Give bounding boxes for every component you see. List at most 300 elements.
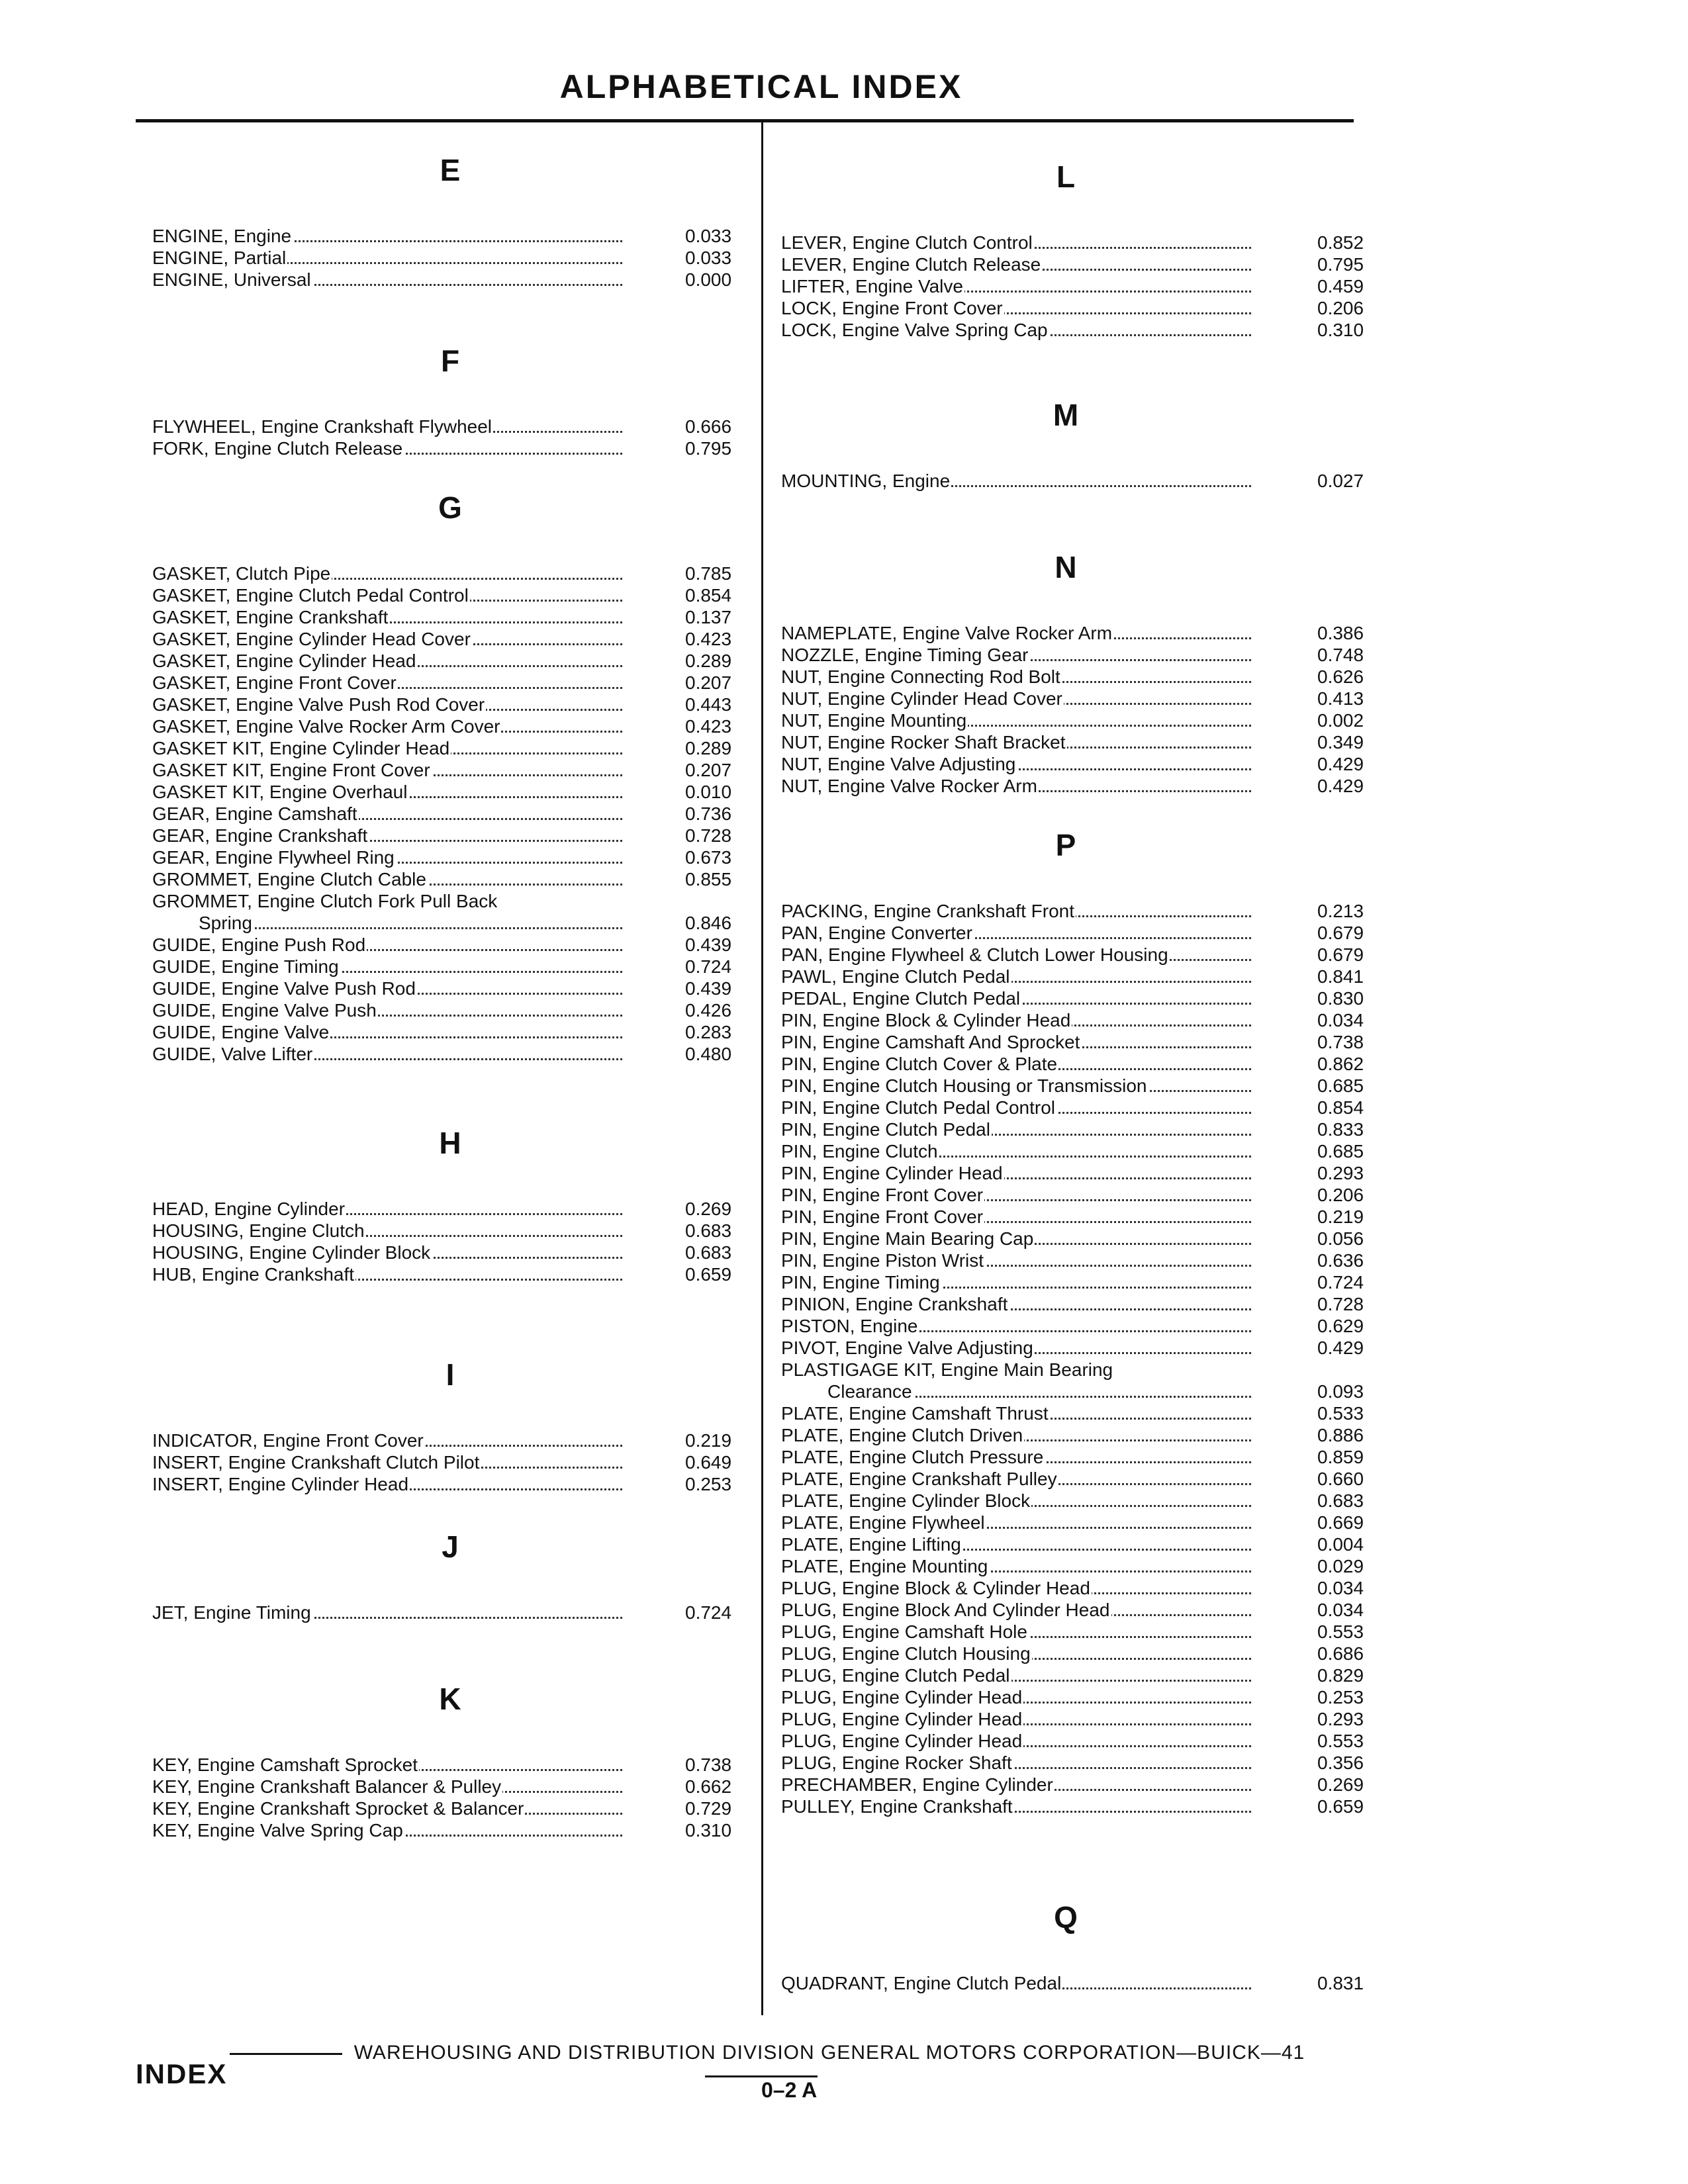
- entry-label: [781, 1053, 1251, 1075]
- entry-page-number: 0.833: [1317, 1119, 1364, 1140]
- index-entry: [152, 1602, 748, 1623]
- index-entry: [152, 563, 748, 584]
- entry-text: PLUG, Engine Clutch Pedal: [781, 1665, 1010, 1686]
- entry-page-number: 0.429: [1317, 754, 1364, 774]
- footer-dash-left: [230, 2053, 342, 2055]
- entry-text: GASKET KIT, Engine Overhaul: [152, 782, 408, 802]
- entry-label: [152, 1451, 622, 1473]
- index-entry: [781, 232, 1377, 253]
- entry-label: [152, 715, 622, 737]
- index-entry: [781, 1402, 1377, 1424]
- entry-text: PLATE, Engine Lifting: [781, 1534, 961, 1555]
- entry-label: [781, 1424, 1251, 1446]
- index-entry: [781, 1031, 1377, 1053]
- entry-text: PLUG, Engine Clutch Housing: [781, 1643, 1031, 1664]
- entry-text: GASKET KIT, Engine Front Cover: [152, 760, 430, 780]
- index-entry: [152, 999, 748, 1021]
- entry-page-number: 0.426: [685, 1000, 732, 1021]
- section-letter: K: [439, 1682, 461, 1716]
- entry-page-number: 0.636: [1317, 1250, 1364, 1271]
- entry-label: [152, 1776, 622, 1797]
- entry-page-number: 0.659: [1317, 1796, 1364, 1817]
- entry-label: [781, 1577, 1251, 1599]
- entry-label: [781, 622, 1251, 644]
- entry-label: [781, 1643, 1251, 1664]
- entry-page-number: 0.724: [1317, 1272, 1364, 1293]
- entry-page-number: 0.660: [1317, 1469, 1364, 1489]
- index-entry: [152, 912, 748, 934]
- entry-page-number: 0.795: [685, 438, 732, 459]
- entry-list: [781, 1972, 1377, 1994]
- index-entry: [152, 225, 748, 247]
- entry-text: NUT, Engine Valve Adjusting: [781, 754, 1016, 774]
- entry-label: [152, 1021, 622, 1043]
- section-letter: J: [442, 1529, 459, 1564]
- index-entry: [152, 890, 748, 912]
- entry-page-number: 0.219: [685, 1430, 732, 1451]
- entry-label: [781, 1512, 1251, 1533]
- entry-label: [152, 956, 622, 978]
- index-entry: [781, 1250, 1377, 1271]
- index-entry: [152, 606, 748, 628]
- entry-label: [781, 232, 1251, 253]
- entry-text: FLYWHEEL, Engine Crankshaft Flywheel: [152, 416, 492, 437]
- entry-page-number: 0.137: [685, 607, 732, 627]
- entry-page-number: 0.852: [1317, 232, 1364, 253]
- entry-page-number: 0.748: [1317, 645, 1364, 665]
- entry-page-number: 0.443: [685, 694, 732, 715]
- entry-page-number: 0.283: [685, 1022, 732, 1042]
- section-letter: F: [440, 343, 460, 378]
- entry-label: [781, 753, 1251, 775]
- entry-label: [781, 944, 1251, 966]
- entry-label: [781, 900, 1251, 922]
- entry-page-number: 0.666: [685, 416, 732, 437]
- entry-page-number: 0.293: [1317, 1163, 1364, 1183]
- index-entry: [781, 1359, 1377, 1381]
- entry-label: [152, 1198, 622, 1220]
- entry-text: GASKET, Engine Cylinder Head Cover: [152, 629, 471, 649]
- entry-page-number: 0.736: [685, 803, 732, 824]
- entry-page-number: 0.439: [685, 978, 732, 999]
- entry-text: GASKET, Engine Front Cover: [152, 672, 397, 693]
- entry-page-number: 0.533: [1317, 1403, 1364, 1424]
- entry-page-number: 0.669: [1317, 1512, 1364, 1533]
- index-entry: [781, 644, 1377, 666]
- entry-page-number: 0.423: [685, 716, 732, 737]
- entry-label: [152, 868, 622, 890]
- entry-page-number: 0.207: [685, 760, 732, 780]
- entry-text: NOZZLE, Engine Timing Gear: [781, 645, 1029, 665]
- entry-text: NUT, Engine Valve Rocker Arm: [781, 776, 1037, 796]
- index-entry: [781, 1972, 1377, 1994]
- index-entry: [781, 1184, 1377, 1206]
- entry-text: KEY, Engine Crankshaft Sprocket & Balancer: [152, 1798, 524, 1819]
- entry-text: GROMMET, Engine Clutch Cable: [152, 869, 426, 889]
- entry-text: GASKET, Engine Clutch Pedal Control: [152, 585, 469, 606]
- index-entry: [152, 1776, 748, 1797]
- entry-page-number: 0.356: [1317, 1752, 1364, 1773]
- entry-label: [152, 1430, 622, 1451]
- entry-page-number: 0.034: [1317, 1600, 1364, 1620]
- entry-text: ENGINE, Engine: [152, 226, 292, 246]
- entry-text: HUB, Engine Crankshaft: [152, 1264, 355, 1285]
- entry-text: PLUG, Engine Cylinder Head: [781, 1709, 1023, 1729]
- index-entry: [152, 1043, 748, 1065]
- entry-label: [152, 825, 622, 846]
- entry-text: GEAR, Engine Crankshaft: [152, 825, 368, 846]
- index-entry: [152, 846, 748, 868]
- entry-page-number: 0.000: [685, 269, 732, 290]
- index-entry: [781, 1381, 1377, 1402]
- index-entry: [781, 775, 1377, 797]
- entry-label: [152, 1263, 622, 1285]
- entry-label: [152, 1797, 622, 1819]
- entry-text: PIN, Engine Clutch Housing or Transmission: [781, 1075, 1147, 1096]
- entry-text: GUIDE, Engine Timing: [152, 956, 339, 977]
- entry-label: [152, 912, 622, 934]
- entry-text: GUIDE, Valve Lifter: [152, 1044, 313, 1064]
- entry-label: [152, 437, 622, 459]
- entry-text: INSERT, Engine Cylinder Head: [152, 1474, 409, 1494]
- entry-page-number: 0.673: [685, 847, 732, 868]
- index-entry: [781, 253, 1377, 275]
- entry-label: [152, 737, 622, 759]
- index-entry: [152, 1819, 748, 1841]
- index-entry: [781, 1315, 1377, 1337]
- section-letter: E: [440, 153, 461, 187]
- entry-page-number: 0.293: [1317, 1709, 1364, 1729]
- entry-label: [152, 978, 622, 999]
- entry-page-number: 0.846: [685, 913, 732, 933]
- entry-page-number: 0.423: [685, 629, 732, 649]
- entry-page-number: 0.310: [685, 1820, 732, 1841]
- section-letter: L: [1056, 159, 1076, 194]
- entry-page-number: 0.830: [1317, 988, 1364, 1009]
- entry-label: [152, 1754, 622, 1776]
- index-entry: [152, 715, 748, 737]
- entry-text: PIN, Engine Front Cover: [781, 1206, 984, 1227]
- index-entry: [781, 622, 1377, 644]
- entry-label: [781, 275, 1251, 297]
- entry-text: INSERT, Engine Crankshaft Clutch Pilot: [152, 1452, 480, 1473]
- index-entry: [152, 1242, 748, 1263]
- entry-label: [152, 759, 622, 781]
- entry-page-number: 0.269: [685, 1199, 732, 1219]
- entry-page-number: 0.795: [1317, 254, 1364, 275]
- entry-label: [152, 1242, 622, 1263]
- entry-text: GROMMET, Engine Clutch Fork Pull Back: [152, 891, 498, 911]
- entry-page-number: 0.728: [1317, 1294, 1364, 1314]
- entry-label: [781, 922, 1251, 944]
- entry-list: [781, 232, 1377, 341]
- entry-label: [781, 1140, 1251, 1162]
- entry-text: GEAR, Engine Flywheel Ring: [152, 847, 395, 868]
- entry-text: PAN, Engine Flywheel & Clutch Lower Housing: [781, 944, 1168, 965]
- entry-label: [781, 1118, 1251, 1140]
- entry-page-number: 0.728: [685, 825, 732, 846]
- index-entry: [781, 1468, 1377, 1490]
- entry-page-number: 0.033: [685, 248, 732, 268]
- section-letter: H: [439, 1126, 461, 1160]
- entry-page-number: 0.729: [685, 1798, 732, 1819]
- entry-list: [781, 622, 1377, 797]
- entry-text: PLUG, Engine Block And Cylinder Head: [781, 1600, 1110, 1620]
- entry-label: [781, 1097, 1251, 1118]
- entry-text: PLUG, Engine Rocker Shaft: [781, 1752, 1012, 1773]
- entry-page-number: 0.855: [685, 869, 732, 889]
- entry-page-number: 0.386: [1317, 623, 1364, 643]
- entry-label: [152, 1819, 622, 1841]
- entry-label: [781, 1009, 1251, 1031]
- index-entry: [152, 868, 748, 890]
- entry-label: [781, 1075, 1251, 1097]
- entry-label: [781, 966, 1251, 987]
- entry-page-number: 0.629: [1317, 1316, 1364, 1336]
- entry-page-number: 0.034: [1317, 1010, 1364, 1030]
- entry-label: [781, 688, 1251, 709]
- entry-label: [152, 672, 622, 694]
- entry-label: [781, 1555, 1251, 1577]
- entry-text: PIN, Engine Camshaft And Sprocket: [781, 1032, 1080, 1052]
- entry-text: PLUG, Engine Block & Cylinder Head: [781, 1578, 1090, 1598]
- entry-label: [781, 987, 1251, 1009]
- entry-page-number: 0.738: [685, 1754, 732, 1775]
- entry-label: [781, 1752, 1251, 1774]
- entry-text: PULLEY, Engine Crankshaft: [781, 1796, 1013, 1817]
- entry-label: [781, 1972, 1251, 1994]
- entry-label: [152, 1220, 622, 1242]
- entry-text: KEY, Engine Crankshaft Balancer & Pulley: [152, 1776, 502, 1797]
- entry-label: [781, 644, 1251, 666]
- entry-page-number: 0.886: [1317, 1425, 1364, 1445]
- index-entry: [152, 803, 748, 825]
- entry-text: NUT, Engine Rocker Shaft Bracket: [781, 732, 1066, 752]
- entry-page-number: 0.831: [1317, 1973, 1364, 1993]
- entry-label: [781, 1621, 1251, 1643]
- entry-label: [781, 775, 1251, 797]
- entry-page-number: 0.349: [1317, 732, 1364, 752]
- index-entry: [152, 416, 748, 437]
- page-title: ALPHABETICAL INDEX: [559, 68, 963, 105]
- entry-list: [781, 470, 1377, 492]
- index-entry: [781, 1577, 1377, 1599]
- index-entry: [781, 1424, 1377, 1446]
- index-entry: [152, 269, 748, 291]
- entry-label: [781, 1708, 1251, 1730]
- entry-text: FORK, Engine Clutch Release: [152, 438, 403, 459]
- entry-page-number: 0.027: [1317, 471, 1364, 491]
- index-entry: [152, 1754, 748, 1776]
- index-entry: [152, 978, 748, 999]
- page-number: 0–2 A: [761, 2078, 818, 2102]
- entry-text: PAWL, Engine Clutch Pedal: [781, 966, 1010, 987]
- entry-label: [781, 1031, 1251, 1053]
- entry-page-number: 0.253: [1317, 1687, 1364, 1707]
- entry-text: NUT, Engine Connecting Rod Bolt: [781, 666, 1060, 687]
- index-entry: [781, 1643, 1377, 1664]
- entry-label: [152, 225, 622, 247]
- entry-text: LEVER, Engine Clutch Release: [781, 254, 1041, 275]
- section-letter: M: [1053, 398, 1079, 432]
- entry-page-number: 0.010: [685, 782, 732, 802]
- entry-label: [781, 1446, 1251, 1468]
- entry-text: Spring: [152, 913, 254, 933]
- index-entry: [781, 470, 1377, 492]
- entry-label: [781, 1184, 1251, 1206]
- entry-text: QUADRANT, Engine Clutch Pedal: [781, 1973, 1062, 1993]
- index-entry: [152, 1451, 748, 1473]
- index-entry: [781, 1686, 1377, 1708]
- entry-text: ENGINE, Partial: [152, 248, 287, 268]
- index-entry: [781, 297, 1377, 319]
- entry-text: PLASTIGAGE KIT, Engine Main Bearing: [781, 1359, 1113, 1380]
- index-entry: [781, 1293, 1377, 1315]
- index-entry: [781, 966, 1377, 987]
- index-entry: [781, 1271, 1377, 1293]
- footer-dash-right: [705, 2075, 818, 2077]
- entry-text: MOUNTING, Engine: [781, 471, 951, 491]
- entry-page-number: 0.206: [1317, 1185, 1364, 1205]
- entry-page-number: 0.033: [685, 226, 732, 246]
- index-entry: [152, 1430, 748, 1451]
- entry-text: HEAD, Engine Cylinder: [152, 1199, 346, 1219]
- entry-text: Clearance: [781, 1381, 914, 1402]
- index-entry: [781, 1206, 1377, 1228]
- index-entry: [781, 1162, 1377, 1184]
- entry-text: GASKET, Engine Crankshaft: [152, 607, 389, 627]
- entry-text: PIN, Engine Clutch Cover & Plate: [781, 1054, 1058, 1074]
- entry-label: [152, 584, 622, 606]
- section-letter: N: [1055, 550, 1077, 584]
- entry-label: [781, 1468, 1251, 1490]
- entry-text: NUT, Engine Mounting: [781, 710, 967, 731]
- index-entry: [781, 1446, 1377, 1468]
- entry-text: NUT, Engine Cylinder Head Cover: [781, 688, 1062, 709]
- entry-page-number: 0.034: [1317, 1578, 1364, 1598]
- entry-page-number: 0.289: [685, 651, 732, 671]
- entry-page-number: 0.724: [685, 956, 732, 977]
- entry-page-number: 0.679: [1317, 923, 1364, 943]
- entry-label: [781, 1490, 1251, 1512]
- index-entry: [781, 944, 1377, 966]
- entry-page-number: 0.056: [1317, 1228, 1364, 1249]
- entry-text: LIFTER, Engine Valve: [781, 276, 963, 296]
- entry-label: [781, 297, 1251, 319]
- entry-text: PIN, Engine Front Cover: [781, 1185, 984, 1205]
- index-entry: [781, 1796, 1377, 1817]
- entry-text: LOCK, Engine Front Cover: [781, 298, 1003, 318]
- entry-page-number: 0.679: [1317, 944, 1364, 965]
- section-letter: P: [1055, 828, 1076, 862]
- index-entry: [781, 1009, 1377, 1031]
- entry-text: PINION, Engine Crankshaft: [781, 1294, 1008, 1314]
- entry-text: PLATE, Engine Camshaft Thrust: [781, 1403, 1049, 1424]
- entry-list: [152, 1754, 748, 1841]
- index-entry: [781, 731, 1377, 753]
- entry-label: [152, 416, 622, 437]
- entry-text: PEDAL, Engine Clutch Pedal: [781, 988, 1021, 1009]
- entry-page-number: 0.683: [1317, 1490, 1364, 1511]
- entry-label: [152, 803, 622, 825]
- entry-label: [781, 666, 1251, 688]
- index-entry: [152, 1021, 748, 1043]
- entry-text: GASKET KIT, Engine Cylinder Head: [152, 738, 450, 758]
- entry-text: PIN, Engine Timing: [781, 1272, 940, 1293]
- entry-list: [152, 416, 748, 459]
- entry-text: PLUG, Engine Cylinder Head: [781, 1687, 1023, 1707]
- index-entry: [781, 1512, 1377, 1533]
- entry-page-number: 0.659: [685, 1264, 732, 1285]
- index-entry: [152, 1220, 748, 1242]
- entry-label: [152, 563, 622, 584]
- entry-page-number: 0.854: [685, 585, 732, 606]
- entry-text: GUIDE, Engine Push Rod: [152, 934, 366, 955]
- index-entry: [152, 825, 748, 846]
- entry-page-number: 0.004: [1317, 1534, 1364, 1555]
- entry-page-number: 0.626: [1317, 666, 1364, 687]
- index-entry: [781, 1708, 1377, 1730]
- entry-page-number: 0.685: [1317, 1075, 1364, 1096]
- index-entry: [781, 275, 1377, 297]
- entry-page-number: 0.649: [685, 1452, 732, 1473]
- entry-label: [152, 999, 622, 1021]
- entry-text: PLATE, Engine Clutch Pressure: [781, 1447, 1044, 1467]
- entry-page-number: 0.206: [1317, 298, 1364, 318]
- entry-label: [152, 890, 622, 912]
- entry-page-number: 0.862: [1317, 1054, 1364, 1074]
- index-entry: [781, 1053, 1377, 1075]
- entry-text: LOCK, Engine Valve Spring Cap: [781, 320, 1048, 340]
- index-entry: [781, 688, 1377, 709]
- entry-page-number: 0.683: [685, 1220, 732, 1241]
- entry-label: [152, 846, 622, 868]
- entry-page-number: 0.429: [1317, 776, 1364, 796]
- entry-label: [152, 628, 622, 650]
- entry-page-number: 0.310: [1317, 320, 1364, 340]
- index-entry: [781, 1533, 1377, 1555]
- entry-list: [152, 225, 748, 291]
- index-entry: [152, 584, 748, 606]
- entry-text: GASKET, Engine Valve Rocker Arm Cover: [152, 716, 500, 737]
- entry-text: PLUG, Engine Cylinder Head: [781, 1731, 1023, 1751]
- entry-text: PIN, Engine Cylinder Head: [781, 1163, 1003, 1183]
- index-entry: [781, 1730, 1377, 1752]
- index-entry: [152, 694, 748, 715]
- entry-page-number: 0.683: [685, 1242, 732, 1263]
- entry-label: [781, 1337, 1251, 1359]
- entry-text: PACKING, Engine Crankshaft Front: [781, 901, 1074, 921]
- index-entry: [781, 1621, 1377, 1643]
- index-entry: [781, 900, 1377, 922]
- entry-label: [152, 1602, 622, 1623]
- entry-page-number: 0.219: [1317, 1206, 1364, 1227]
- index-entry: [781, 1774, 1377, 1796]
- index-entry: [152, 781, 748, 803]
- entry-text: GASKET, Engine Valve Push Rod Cover: [152, 694, 485, 715]
- entry-label: [781, 731, 1251, 753]
- entry-page-number: 0.213: [1317, 901, 1364, 921]
- entry-label: [152, 1473, 622, 1495]
- entry-text: PAN, Engine Converter: [781, 923, 972, 943]
- entry-label: [152, 606, 622, 628]
- entry-text: PLUG, Engine Camshaft Hole: [781, 1621, 1027, 1642]
- entry-label: [781, 1774, 1251, 1796]
- index-entry: [152, 934, 748, 956]
- entry-page-number: 0.002: [1317, 710, 1364, 731]
- index-entry: [781, 1752, 1377, 1774]
- section-letter: Q: [1054, 1900, 1078, 1934]
